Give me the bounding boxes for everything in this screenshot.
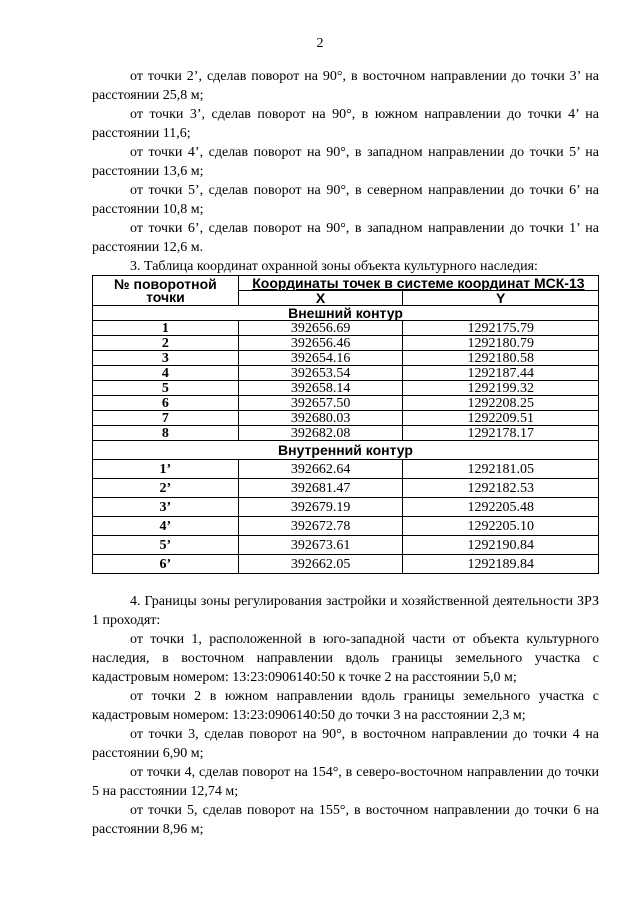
coordinates-table (92, 275, 599, 574)
table-caption: 3. Таблица координат охранной зоны объекта культурного наследия: (130, 259, 538, 274)
x-cell: 392680.03 (238, 411, 403, 426)
table-row (93, 460, 599, 479)
paragraph: от точки 4, сделав поворот на 154°, в северо-восточном направлении до точки 5 на расстоянии 12,74 м; (92, 765, 599, 799)
point-cell: 8 (93, 426, 239, 441)
point-cell: 4 (93, 366, 239, 381)
y-cell: 1292182.53 (403, 479, 599, 498)
y-cell: 1292209.51 (403, 411, 599, 426)
x-cell: 392657.50 (238, 396, 403, 411)
paragraph: от точки 4’, сделав поворот на 90°, в западном направлении до точки 5’ на расстоянии 13,6 м; (92, 145, 599, 179)
paragraph: от точки 1, расположенной в юго-западной части от объекта культурного наследия, в восточном направлении вдоль границы земельного участка с кадастровым номером: 13:23:0906140:50 к точке 2 на расстоянии 5,0 м; (92, 632, 599, 685)
point-cell: 4’ (93, 517, 239, 536)
y-cell: 1292208.25 (403, 396, 599, 411)
header-coordinates: Координаты точек в системе координат МСК-13 (238, 276, 598, 291)
point-cell: 3’ (93, 498, 239, 517)
y-cell: 1292205.10 (403, 517, 599, 536)
top-text-block (92, 67, 599, 276)
paragraph: от точки 6’, сделав поворот на 90°, в западном направлении до точки 1’ на расстоянии 12,6 м. (92, 221, 599, 255)
y-cell: 1292199.32 (403, 381, 599, 396)
table-row (93, 517, 599, 536)
table-row (93, 426, 599, 441)
table-row (93, 321, 599, 336)
table-row (93, 351, 599, 366)
x-cell: 392656.69 (238, 321, 403, 336)
point-cell: 6 (93, 396, 239, 411)
point-cell: 3 (93, 351, 239, 366)
x-cell: 392672.78 (238, 517, 403, 536)
point-cell: 2’ (93, 479, 239, 498)
paragraph: от точки 3’, сделав поворот на 90°, в южном направлении до точки 4’ на расстоянии 11,6; (92, 107, 599, 141)
header-point-number: № поворотной точки (93, 276, 239, 306)
y-cell: 1292180.58 (403, 351, 599, 366)
table-row (93, 536, 599, 555)
y-cell: 1292189.84 (403, 555, 599, 574)
table-row (93, 411, 599, 426)
y-cell: 1292178.17 (403, 426, 599, 441)
bottom-text-block (92, 592, 599, 839)
x-cell: 392673.61 (238, 536, 403, 555)
paragraph: от точки 2 в южном направлении вдоль границы земельного участка с кадастровым номером: 13:23:0906140:50 до точки 3 на расстоянии 2,3 м; (92, 689, 599, 723)
y-cell: 1292187.44 (403, 366, 599, 381)
outer-contour-label: Внешний контур (93, 306, 599, 321)
y-cell: 1292175.79 (403, 321, 599, 336)
point-cell: 6’ (93, 555, 239, 574)
y-cell: 1292205.48 (403, 498, 599, 517)
x-cell: 392679.19 (238, 498, 403, 517)
x-cell: 392653.54 (238, 366, 403, 381)
section-heading: 4. Границы зоны регулирования застройки и хозяйственной деятельности ЗРЗ 1 проходят: (92, 594, 599, 628)
point-cell: 1 (93, 321, 239, 336)
table-row (93, 498, 599, 517)
point-cell: 5’ (93, 536, 239, 555)
inner-contour-label: Внутренний контур (93, 441, 599, 460)
header-y: Y (403, 291, 599, 306)
paragraph: от точки 5, сделав поворот на 155°, в восточном направлении до точки 6 на расстоянии 8,96 м; (92, 803, 599, 837)
point-cell: 1’ (93, 460, 239, 479)
x-cell: 392662.05 (238, 555, 403, 574)
table-row (93, 381, 599, 396)
paragraph: от точки 3, сделав поворот на 90°, в восточном направлении до точки 4 на расстоянии 6,90 м; (92, 727, 599, 761)
paragraph: от точки 2’, сделав поворот на 90°, в восточном направлении до точки 3’ на расстоянии 25,8 м; (92, 69, 599, 103)
header-x: X (238, 291, 403, 306)
y-cell: 1292180.79 (403, 336, 599, 351)
x-cell: 392662.64 (238, 460, 403, 479)
table-row (93, 479, 599, 498)
paragraph: от точки 5’, сделав поворот на 90°, в северном направлении до точки 6’ на расстоянии 10,8 м; (92, 183, 599, 217)
table-row (93, 396, 599, 411)
y-cell: 1292181.05 (403, 460, 599, 479)
x-cell: 392681.47 (238, 479, 403, 498)
point-cell: 7 (93, 411, 239, 426)
point-cell: 2 (93, 336, 239, 351)
y-cell: 1292190.84 (403, 536, 599, 555)
x-cell: 392658.14 (238, 381, 403, 396)
page-number: 2 (316, 36, 324, 51)
x-cell: 392656.46 (238, 336, 403, 351)
x-cell: 392654.16 (238, 351, 403, 366)
table-row (93, 366, 599, 381)
point-cell: 5 (93, 381, 239, 396)
x-cell: 392682.08 (238, 426, 403, 441)
table-row (93, 336, 599, 351)
table-row (93, 555, 599, 574)
